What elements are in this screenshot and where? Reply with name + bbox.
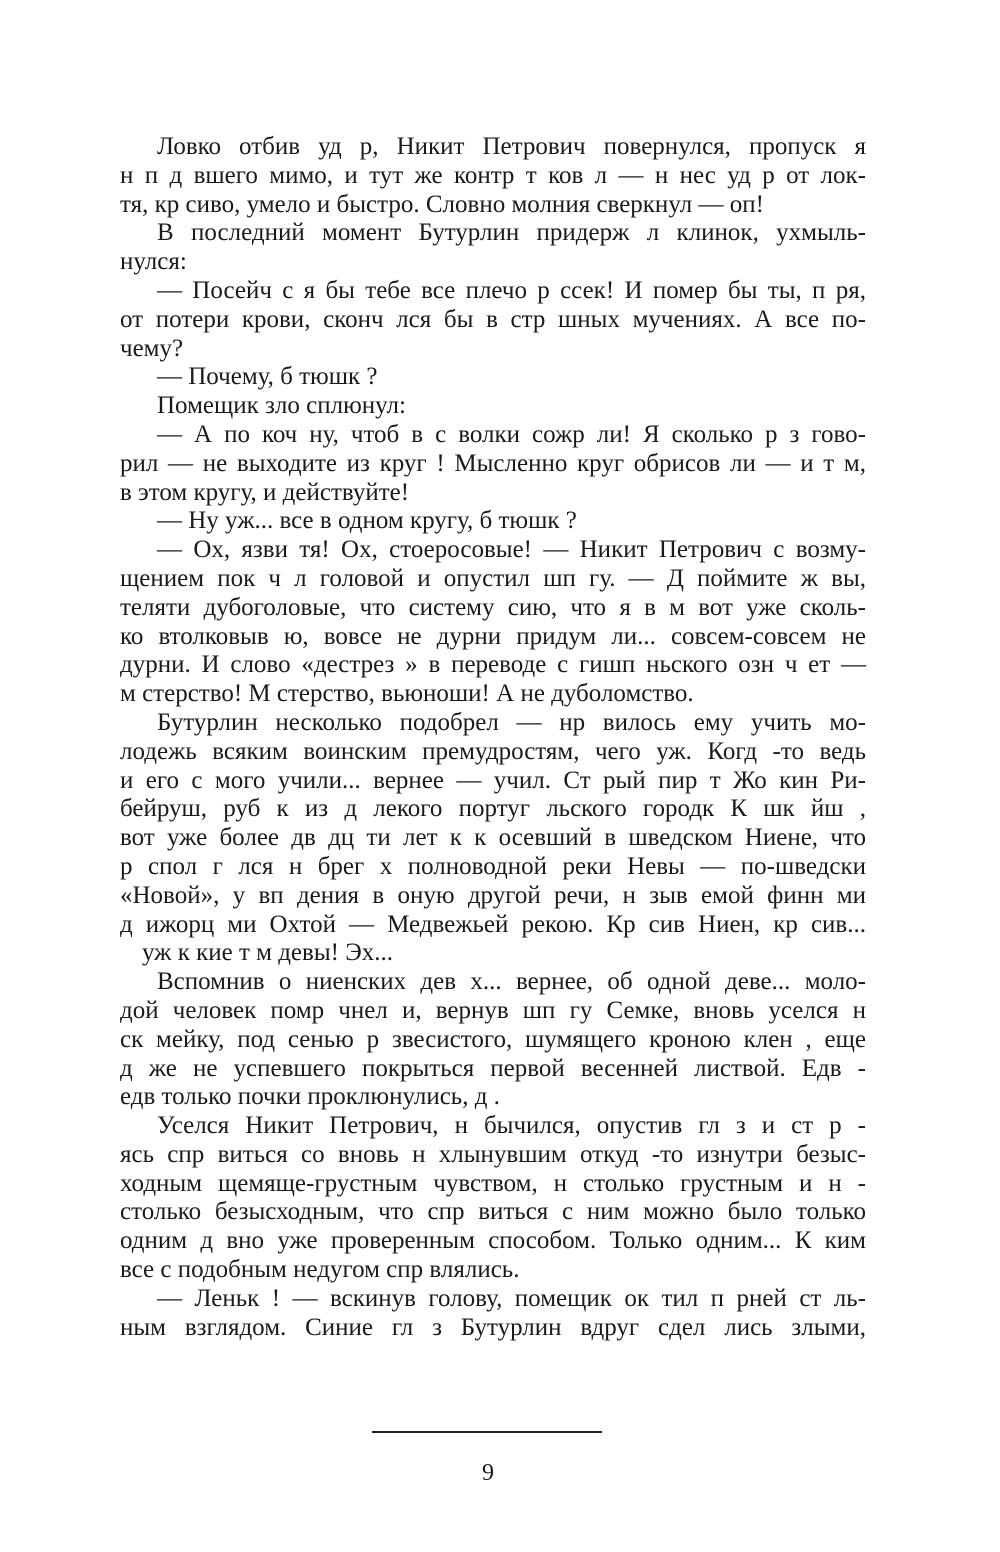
text-line: Вспомнив о ниенских дев х... вернее, об одной деве... моло- <box>157 968 866 996</box>
text-line: ходным щемяще-грустным чувством, н столько грустным и н - <box>120 1169 866 1197</box>
text-line: — Ох, язви тя! Ох, стоеросовые! — Никит Петрович с возму- <box>157 536 866 564</box>
text-line: Бутурлин несколько подобрел — нр вилось ему учить мо- <box>157 708 866 736</box>
text-line: Уселся Никит Петрович, н бычился, опустив гл з и ст р - <box>157 1112 866 1140</box>
text-line: лодежь всяким воинским премудростям, чего уж. Когд -то ведь <box>120 737 866 765</box>
text-line: чему? <box>120 334 184 362</box>
footer-rule <box>372 1431 602 1433</box>
text-line: В последний момент Бутурлин придерж л клинок, ухмыль- <box>157 219 866 247</box>
text-line: дой человек помр чнел и, вернув шп гу Семке, вновь уселся н <box>120 996 866 1024</box>
text-line: бейруш, руб к из д лекого португ льского городк К шк йш , <box>120 795 866 823</box>
text-line: Ловко отбив уд р, Никит Петрович повернулся, пропуск я <box>157 133 866 160</box>
text-line: «Новой», у вп дения в оную другой речи, н зыв емой финн ми <box>120 881 866 909</box>
text-line: д же не успевшего покрыться первой весенней листвой. Едв - <box>120 1054 866 1082</box>
text-line: — Почему, б тюшк ? <box>157 363 378 391</box>
text-line: ясь спр виться со вновь н хлынувшим откуд -то изнутри безыс- <box>120 1140 866 1168</box>
text-line: Помещик зло сплюнул: <box>157 392 406 420</box>
text-line: — Посейч с я бы тебе все плечо р ссек! И помер бы ты, п ря, <box>157 276 866 304</box>
text-line: вот уже более дв дц ти лет к к осевший в шведском Ниене, что <box>120 824 866 852</box>
text-line: теляти дубоголовые, что систему сию, что я в м вот уже сколь- <box>120 593 866 621</box>
text-line: рил — не выходите из круг ! Мысленно круг обрисов ли — и т м, <box>120 449 866 477</box>
text-line: — Леньк ! — вскинув голову, помещик ок тил п рней ст ль- <box>157 1284 866 1312</box>
text-line: — А по коч ну, чтоб в с волки сожр ли! Я сколько р з гово- <box>157 420 866 448</box>
text-line: тя, кр сиво, умело и быстро. Словно молния сверкнул — оп! <box>120 190 764 218</box>
text-line: и его с мого учили... вернее — учил. Ст рый пир т Жо кин Ри- <box>120 766 866 794</box>
text-line: м стерство! М стерство, вьюноши! А не дуболомство. <box>120 680 694 708</box>
text-line: щением пок ч л головой и опустил шп гу. — Д поймите ж вы, <box>120 564 866 592</box>
page-number: 9 <box>482 1460 494 1486</box>
text-line: все с подобным недугом спр влялись. <box>120 1256 520 1284</box>
text-line: — Ну уж... все в одном кругу, б тюшк ? <box>157 507 577 535</box>
text-line: ск мейку, под сенью р звесистого, шумящего кроною клен , еще <box>120 1025 866 1053</box>
text-line: столько безысходным, что спр виться с ним можно было только <box>120 1198 866 1226</box>
text-line: ко втолковыв ю, вовсе не дурни придум ли... совсем-совсем не <box>120 622 866 650</box>
body-text <box>120 133 866 1342</box>
text-line: р спол г лся н брег х полноводной реки Невы — по-шведски <box>120 852 866 880</box>
text-line: от потери крови, сконч лся бы в стр шных мучениях. А все по- <box>120 305 866 333</box>
text-line: одним д вно уже проверенным способом. Только одним... К ким <box>120 1227 866 1255</box>
text-line: д ижорц ми Охтой — Медвежьей рекою. Кр сив Ниен, кр сив... <box>120 910 866 938</box>
text-line: н п д вшего мимо, и тут же контр т ков л — н нес уд р от лок- <box>120 161 866 189</box>
text-line: ным взглядом. Синие гл з Бутурлин вдруг сдел лись злыми, <box>120 1313 866 1341</box>
text-line: в этом кругу, и действуйте! <box>120 478 410 506</box>
text-line: уж к кие т м девы! Эх... <box>142 939 393 967</box>
text-line: едв только почки проклюнулись, д . <box>120 1083 500 1111</box>
text-line: нулся: <box>120 248 187 276</box>
text-line: дурни. И слово «дестрез » в переводе с гишп ньского озн ч ет — <box>120 651 866 679</box>
